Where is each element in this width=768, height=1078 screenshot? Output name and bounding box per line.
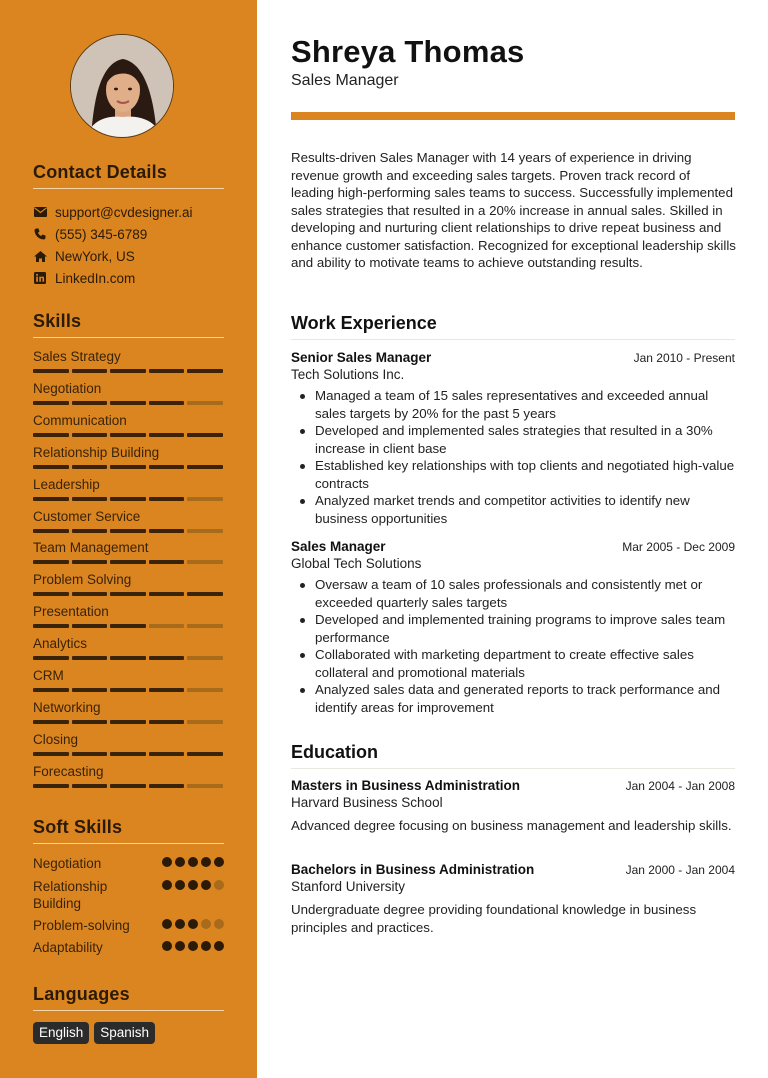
skill-level-segment [187,369,223,373]
skill-level-segment [72,369,108,373]
skill-item [33,413,224,437]
skill-level-segment [110,433,146,437]
skill-level-segment [187,433,223,437]
skill-level-segment [149,401,185,405]
skill-level-bars [33,529,224,533]
soft-skill-dot [201,857,211,867]
skill-level-segment [72,784,108,788]
soft-skill-dot [214,919,224,929]
avatar [70,34,174,138]
skill-level-bars [33,401,224,405]
skill-level-segment [72,529,108,533]
education-school: Harvard Business School [291,795,443,810]
skill-level-bars [33,720,224,724]
job-bullet: Collaborated with marketing department to create effective sales collateral and promotional materials [291,646,735,681]
job-entry [291,539,735,716]
soft-skill-dot [188,880,198,890]
envelope-icon [33,205,47,219]
skill-item [33,636,224,660]
soft-skill-dot [162,919,172,929]
soft-skill-dot [201,941,211,951]
soft-skill-label: Adaptability [33,940,103,955]
education-school: Stanford University [291,879,406,894]
skill-level-segment [110,656,146,660]
contact-location [33,247,135,265]
skill-level-segment [33,688,69,692]
skill-level-bars [33,784,224,788]
skill-level-segment [72,433,108,437]
skill-level-bars [33,433,224,437]
home-icon [33,249,47,263]
skill-level-segment [149,752,185,756]
candidate-name: Shreya Thomas [291,34,525,69]
soft-skill-label: Problem-solving [33,918,130,933]
languages-list [33,1022,155,1044]
skills-divider [33,337,224,338]
skill-level-bars [33,656,224,660]
skill-level-segment [110,529,146,533]
skill-level-segment [72,592,108,596]
skill-level-segment [110,592,146,596]
skill-level-bars [33,688,224,692]
skill-label: Sales Strategy [33,349,121,364]
phone-icon [33,227,47,241]
skill-level-segment [33,624,69,628]
skill-item [33,477,224,501]
skill-level-segment [187,624,223,628]
skill-item [33,764,224,788]
soft-skill-level-dots [162,941,224,956]
skill-label: Communication [33,412,127,428]
soft-skill-dot [201,919,211,929]
skill-level-segment [33,560,69,564]
job-company: Global Tech Solutions [291,556,422,571]
soft-skill-dot [175,941,185,951]
profile-photo-icon [71,35,174,138]
soft-skill-dot [175,919,185,929]
skill-level-segment [149,433,185,437]
linkedin-icon [33,271,47,285]
contact-email-text: support@cvdesigner.ai [55,204,193,220]
skill-level-segment [187,784,223,788]
skill-label: Relationship Building [33,444,160,460]
job-title: Sales Manager [291,539,386,554]
skill-level-segment [149,688,185,692]
soft-skill-item [33,917,224,934]
education-divider [291,768,735,769]
skill-item [33,445,224,469]
skill-level-bars [33,465,224,469]
education-entry [291,862,735,936]
skill-level-segment [187,401,223,405]
skill-label: Forecasting [33,763,104,779]
skill-level-segment [110,465,146,469]
skill-item [33,381,224,405]
skill-level-segment [110,497,146,501]
soft-skill-label: Relationship Building [33,879,108,911]
contact-linkedin-text: LinkedIn.com [55,270,136,286]
education-date: Jan 2000 - Jan 2004 [625,863,735,877]
skill-item [33,572,224,596]
skill-level-segment [149,497,185,501]
skill-item [33,700,224,724]
skill-level-segment [149,784,185,788]
skill-label: Presentation [33,604,109,620]
education-date: Jan 2004 - Jan 2008 [625,779,735,793]
skill-level-segment [110,752,146,756]
skill-item [33,668,224,692]
skill-level-segment [149,720,185,724]
skill-label: Closing [33,731,79,747]
job-bullet: Developed and implemented training programs to improve sales team performance [291,611,735,646]
skill-level-bars [33,752,224,756]
soft-skill-item [33,855,224,872]
skill-level-segment [72,465,108,469]
soft-skill-dot [214,857,224,867]
skill-level-segment [72,752,108,756]
job-title: Senior Sales Manager [291,350,432,365]
contact-section-title: Contact Details [33,162,168,182]
soft-skill-level-dots [162,857,224,872]
soft-skill-level-dots [162,880,224,912]
skill-level-segment [33,433,69,437]
education-degree: Masters in Business Administration [291,778,521,793]
skill-level-segment [33,529,69,533]
skill-level-segment [110,401,146,405]
skill-level-segment [187,592,223,596]
soft-skill-item [33,878,224,912]
skill-level-segment [110,720,146,724]
skill-level-segment [33,497,69,501]
skill-label: Negotiation [33,380,102,396]
soft-skill-dot [162,857,172,867]
skill-level-segment [149,592,185,596]
contact-email[interactable] [33,203,193,221]
skill-level-segment [72,688,108,692]
skill-level-bars [33,560,224,564]
soft-skill-dot [162,941,172,951]
language-badge: English [33,1022,89,1044]
skill-label: Networking [33,699,101,715]
job-date: Mar 2005 - Dec 2009 [622,540,735,554]
skill-level-segment [72,624,108,628]
skill-level-bars [33,592,224,596]
languages-section-title: Languages [33,984,130,1004]
soft-skill-dot [214,880,224,890]
skill-level-segment [149,656,185,660]
candidate-role: Sales Manager [291,72,399,89]
soft-skill-dot [201,880,211,890]
skill-level-bars [33,369,224,373]
skill-level-segment [187,688,223,692]
soft-skill-dot [188,919,198,929]
job-bullet: Developed and implemented sales strategies that resulted in a 30% increase in client base [291,422,735,457]
soft-skill-dot [162,880,172,890]
skill-level-segment [187,560,223,564]
education-description: Undergraduate degree providing foundational knowledge in business principles and practices. [291,902,697,935]
job-company: Tech Solutions Inc. [291,367,405,382]
soft-skill-dot [214,941,224,951]
skill-level-segment [33,752,69,756]
skill-item [33,732,224,756]
skill-level-segment [72,497,108,501]
skill-label: Analytics [33,636,88,652]
skill-level-segment [149,624,185,628]
skill-level-bars [33,624,224,628]
skill-level-segment [187,656,223,660]
contact-linkedin[interactable] [33,269,135,287]
skill-level-segment [110,688,146,692]
skill-level-segment [149,465,185,469]
skill-level-segment [149,369,185,373]
job-bullet: Analyzed market trends and competitor activities to identify new business opportunities [291,492,735,527]
skill-level-segment [33,720,69,724]
job-bullet: Managed a team of 15 sales representatives and exceeded annual sales targets by 20% for the past 5 years [291,387,735,422]
language-badge: Spanish [94,1022,155,1044]
soft-skill-dot [175,857,185,867]
education-description: Advanced degree focusing on business management and leadership skills. [291,818,732,833]
skill-level-segment [149,560,185,564]
skill-item [33,604,224,628]
skill-level-segment [33,656,69,660]
skill-level-segment [149,529,185,533]
soft-skill-label: Negotiation [33,856,102,871]
summary-text: Results-driven Sales Manager with 14 years of experience in driving revenue growth and exceeding sales targets. Proven track record of leading high-performing sales teams to success. Successfully implemented sales strategies that resulted in a 20% increase in annual sales. Skilled in developing and nurturing client relationships to drive repeat business and enhance customer satisfaction. Recognized for exceptional leadership skills and ability to motivate teams to achieve outstanding results. [291,150,736,270]
education-entry [291,778,735,835]
skill-level-segment [72,720,108,724]
skill-level-segment [187,465,223,469]
header-accent-bar [291,112,735,120]
job-date: Jan 2010 - Present [633,351,735,365]
skill-level-segment [187,720,223,724]
education-section-title: Education [291,742,379,762]
soft-skills-divider [33,843,224,844]
skill-label: Customer Service [33,508,141,524]
skill-label: Leadership [33,476,100,492]
skill-level-segment [33,784,69,788]
skill-label: Team Management [33,540,149,556]
skill-item [33,349,224,373]
sidebar [0,0,257,1078]
job-bullets [291,387,735,527]
work-section-title: Work Experience [291,313,437,333]
contact-divider [33,188,224,189]
soft-skills-section-title: Soft Skills [33,817,123,837]
soft-skill-level-dots [162,919,224,934]
skill-item [33,509,224,533]
job-entry [291,350,735,527]
job-bullet: Oversaw a team of 10 sales professionals and consistently met or exceeded quarterly sales targets [291,576,735,611]
skill-label: CRM [33,668,64,683]
skill-level-segment [110,560,146,564]
skill-level-segment [33,401,69,405]
skill-level-segment [33,592,69,596]
contact-phone-text: (555) 345-6789 [55,226,148,242]
work-divider [291,339,735,340]
contact-location-text: NewYork, US [55,248,135,264]
skill-level-segment [72,560,108,564]
skill-level-segment [110,369,146,373]
languages-divider [33,1010,224,1011]
job-bullets [291,576,735,716]
skill-label: Problem Solving [33,572,132,588]
skill-level-segment [187,529,223,533]
soft-skill-dot [188,857,198,867]
skill-level-segment [110,624,146,628]
soft-skill-dot [175,880,185,890]
skill-level-bars [33,497,224,501]
skill-level-segment [187,752,223,756]
skill-level-segment [187,497,223,501]
education-degree: Bachelors in Business Administration [291,862,535,877]
skill-level-segment [33,369,69,373]
skill-level-segment [72,656,108,660]
skill-level-segment [33,465,69,469]
skill-level-segment [110,784,146,788]
soft-skill-item [33,939,224,956]
job-bullet: Established key relationships with top clients and negotiated high-value contracts [291,457,735,492]
skill-level-segment [72,401,108,405]
job-bullet: Analyzed sales data and generated reports to track performance and identify areas for improvement [291,681,735,716]
contact-phone[interactable] [33,225,147,243]
skill-item [33,540,224,564]
soft-skill-dot [188,941,198,951]
skills-section-title: Skills [33,311,82,331]
